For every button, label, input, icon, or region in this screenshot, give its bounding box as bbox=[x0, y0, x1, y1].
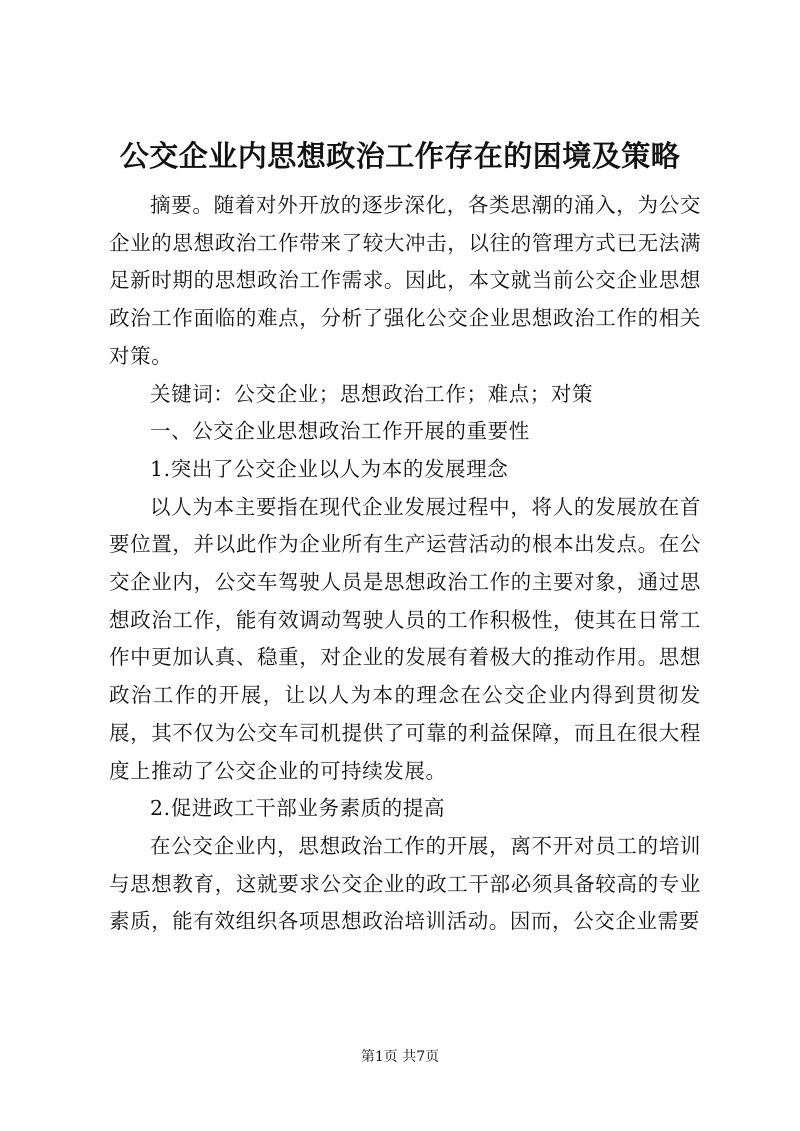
page-footer: 第1页 共7页 bbox=[360, 1049, 440, 1065]
body-paragraph: 以人为本主要指在现代企业发展过程中，将人的发展放在首要位置，并以此作为企业所有生产运营活动的根本出发点。在公交企业内，公交车驾驶人员是思想政治工作的主要对象，通过思想政治工作，能有效调动驾驶人员的工作积极性，使其在日常工作中更加认真、稳重，对企业的发展有着极大的推动作用。思想政治工作的开展，让以人为本的理念在公交企业内得到贯彻发展，其不仅为公交车司机提供了可靠的利益保障，而且在很大程度上推动了公交企业的可持续发展。 bbox=[109, 494, 701, 783]
abstract-paragraph: 摘要。随着对外开放的逐步深化，各类思潮的涌入，为公交企业的思想政治工作带来了较大冲击，以往的管理方式已无法满足新时期的思想政治工作需求。因此，本文就当前公交企业思想政治工作面临的难点，分析了强化公交企业思想政治工作的相关对策。 bbox=[109, 193, 701, 368]
keywords-paragraph: 关键词：公交企业；思想政治工作；难点；对策 bbox=[150, 381, 594, 406]
body-paragraph: 在公交企业内，思想政治工作的开展，离不开对员工的培训与思想教育，这就要求公交企业的政工干部必须具备较高的专业素质，能有效组织各项思想政治培训活动。因而，公交企业需要 bbox=[109, 833, 701, 934]
document-title: 公交企业内思想政治工作存在的困境及策略 bbox=[119, 139, 681, 173]
section-heading: 一、公交企业思想政治工作开展的重要性 bbox=[150, 419, 530, 444]
document-body bbox=[109, 187, 701, 941]
subsection-heading: 2.促进政工干部业务素质的提高 bbox=[150, 796, 446, 821]
subsection-heading: 1.突出了公交企业以人为本的发展理念 bbox=[150, 456, 509, 481]
